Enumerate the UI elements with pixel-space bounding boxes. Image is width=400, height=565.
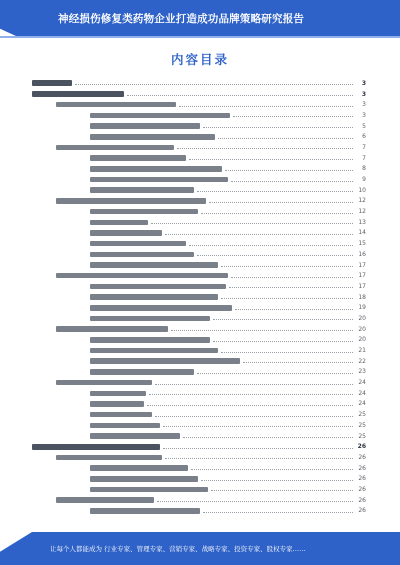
toc-entry [22, 388, 366, 399]
toc-dot-leader [213, 341, 353, 342]
toc-dot-leader [229, 287, 353, 288]
toc-entry [22, 142, 366, 153]
toc-entry-page: 3 [361, 79, 366, 87]
toc-entry-label [90, 123, 200, 129]
toc-dot-leader [189, 159, 353, 160]
toc-entry-label [90, 316, 210, 322]
toc-dot-leader [231, 277, 353, 278]
toc-entry-label [90, 166, 222, 172]
toc-entry-page: 25 [358, 411, 366, 419]
toc-entry-page: 26 [358, 453, 366, 461]
toc-dot-leader [127, 95, 353, 96]
toc-entry-page: 7 [362, 143, 366, 151]
toc-entry-label [90, 305, 232, 311]
toc-entry [22, 99, 366, 110]
toc-dot-leader [203, 512, 353, 513]
toc-entry-page: 25 [358, 432, 366, 440]
toc-entry-label [32, 80, 72, 86]
toc-entry-label [56, 497, 154, 503]
toc-entry [22, 399, 366, 410]
toc-entry [22, 153, 366, 164]
toc-entry [22, 110, 366, 121]
toc-entry [22, 377, 366, 388]
toc-dot-leader [218, 138, 353, 139]
toc-entry-page: 16 [358, 250, 366, 258]
toc-entry [22, 313, 366, 324]
toc-dot-leader [155, 384, 353, 385]
toc-entry-page: 12 [358, 197, 366, 205]
toc-entry-page: 26 [358, 507, 366, 515]
toc-entry-page: 15 [358, 240, 366, 248]
toc-entry-label [90, 294, 218, 300]
toc-entry-page: 26 [357, 443, 366, 451]
toc-entry-page: 9 [362, 176, 366, 184]
toc-dot-leader [209, 202, 353, 203]
toc-dot-leader [165, 234, 353, 235]
toc-entry-page: 17 [358, 282, 366, 290]
toc-entry-label [90, 487, 208, 493]
toc-entry-page: 14 [358, 229, 366, 237]
toc-entry [22, 78, 366, 89]
toc-entry-page: 6 [362, 133, 366, 141]
toc-entry-label [90, 423, 160, 429]
toc-dot-leader [221, 352, 353, 353]
toc-entry-page: 19 [358, 304, 366, 312]
toc-entry-page: 5 [362, 122, 366, 130]
header-title: 神经损伤修复类药物企业打造成功品牌策略研究报告 [58, 13, 305, 25]
toc-dot-leader [75, 84, 353, 85]
toc-entry-page: 3 [362, 101, 366, 109]
toc-entry-page: 26 [358, 485, 366, 493]
toc-entry-label [90, 348, 218, 354]
toc-entry-page: 20 [358, 325, 366, 333]
toc-entry-page: 26 [358, 464, 366, 472]
toc-entry-label [90, 134, 215, 140]
toc-entry [22, 420, 366, 431]
toc-entry-page: 13 [358, 218, 366, 226]
toc-entry [22, 131, 366, 142]
toc-entry [22, 217, 366, 228]
toc-dot-leader [171, 330, 353, 331]
toc-entry [22, 495, 366, 506]
toc-entry [22, 174, 366, 185]
toc-entry-label [56, 198, 206, 204]
toc-entry [22, 473, 366, 484]
toc-dot-leader [235, 309, 353, 310]
toc-dot-leader [197, 191, 353, 192]
toc-entry-page: 12 [358, 208, 366, 216]
toc-entry [22, 345, 366, 356]
toc-entry-label [90, 220, 148, 226]
toc-entry [22, 89, 366, 100]
header-accent-line [0, 36, 400, 38]
toc-dot-leader [177, 148, 353, 149]
toc-entry-label [90, 177, 228, 183]
toc-entry-label [32, 444, 160, 450]
toc-entry [22, 238, 366, 249]
toc-dot-leader [155, 416, 353, 417]
toc-entry-page: 23 [358, 368, 366, 376]
toc-dot-leader [221, 298, 353, 299]
toc-entry-label [56, 380, 152, 386]
toc-entry-page: 18 [358, 293, 366, 301]
toc-entry-page: 25 [358, 421, 366, 429]
toc-entry-page: 17 [358, 272, 366, 280]
toc-entry [22, 431, 366, 442]
toc-entry [22, 506, 366, 517]
toc-dot-leader [189, 245, 353, 246]
toc-dot-leader [165, 458, 353, 459]
toc-entry [22, 260, 366, 271]
toc-dot-leader [151, 223, 353, 224]
toc-entry [22, 367, 366, 378]
toc-entry [22, 484, 366, 495]
toc-entry-page: 24 [358, 389, 366, 397]
toc-entry-page: 24 [358, 400, 366, 408]
toc-dot-leader [183, 437, 353, 438]
toc-entry-label [90, 155, 186, 161]
toc-entry [22, 121, 366, 132]
toc-dot-leader [191, 469, 353, 470]
toc-dot-leader [211, 490, 353, 491]
toc-entry-page: 26 [358, 475, 366, 483]
toc-entry [22, 302, 366, 313]
toc-entry-page: 21 [358, 347, 366, 355]
toc-entry-label [90, 337, 210, 343]
toc-entry [22, 335, 366, 346]
toc-entry [22, 228, 366, 239]
toc-entry-label [90, 369, 194, 375]
toc-entry-label [90, 465, 188, 471]
toc-entry [22, 164, 366, 175]
toc-entry-label [56, 455, 162, 461]
toc-dot-leader [163, 448, 353, 449]
toc-entry [22, 196, 366, 207]
toc-entry [22, 281, 366, 292]
table-of-contents [22, 78, 366, 516]
toc-entry-label [90, 284, 226, 290]
toc-entry-page: 24 [358, 379, 366, 387]
toc-entry-label [90, 508, 200, 514]
toc-dot-leader [149, 394, 353, 395]
toc-entry-label [90, 358, 240, 364]
toc-entry [22, 463, 366, 474]
toc-entry [22, 270, 366, 281]
toc-dot-leader [225, 170, 353, 171]
toc-entry-label [90, 476, 198, 482]
toc-entry-label [56, 102, 176, 108]
toc-entry-page: 3 [361, 90, 366, 98]
toc-entry [22, 441, 366, 452]
toc-dot-leader [157, 501, 353, 502]
toc-entry-label [56, 145, 174, 151]
toc-entry [22, 324, 366, 335]
toc-title: 内容目录 [170, 52, 229, 67]
toc-dot-leader [197, 255, 353, 256]
toc-entry [22, 452, 366, 463]
toc-entry-page: 26 [358, 496, 366, 504]
toc-entry-label [90, 391, 146, 397]
toc-entry-label [90, 401, 144, 407]
toc-entry [22, 292, 366, 303]
toc-dot-leader [163, 426, 353, 427]
toc-entry-label [90, 262, 218, 268]
toc-entry-label [56, 273, 228, 279]
toc-dot-leader [197, 373, 353, 374]
toc-entry-page: 10 [358, 186, 366, 194]
toc-entry-page: 8 [362, 165, 366, 173]
toc-entry-label [90, 412, 152, 418]
toc-entry-label [90, 187, 194, 193]
toc-entry [22, 206, 366, 217]
toc-entry-page: 7 [362, 154, 366, 162]
toc-dot-leader [231, 181, 353, 182]
toc-entry [22, 356, 366, 367]
toc-entry-label [90, 230, 162, 236]
toc-dot-leader [221, 266, 353, 267]
toc-entry-label [90, 252, 194, 258]
toc-entry-page: 20 [358, 336, 366, 344]
toc-entry-label [90, 113, 230, 119]
toc-dot-leader [201, 480, 353, 481]
footer-text: 让每个人都能成为 行业专家、管理专家、营销专家、战略专家、投资专家、股权专家…… [50, 545, 306, 553]
toc-dot-leader [233, 116, 353, 117]
toc-entry-page: 20 [358, 314, 366, 322]
toc-entry-label [90, 209, 198, 215]
toc-entry [22, 185, 366, 196]
toc-entry [22, 249, 366, 260]
toc-dot-leader [201, 213, 353, 214]
toc-dot-leader [203, 127, 353, 128]
toc-entry-page: 17 [358, 261, 366, 269]
toc-dot-leader [147, 405, 353, 406]
toc-entry-label [90, 241, 186, 247]
toc-entry-page: 22 [358, 357, 366, 365]
toc-entry [22, 409, 366, 420]
toc-dot-leader [243, 362, 353, 363]
toc-entry-label [90, 433, 180, 439]
toc-dot-leader [213, 319, 353, 320]
toc-entry-label [56, 326, 168, 332]
toc-entry-label [32, 91, 124, 97]
toc-dot-leader [179, 106, 353, 107]
toc-entry-page: 3 [362, 111, 366, 119]
